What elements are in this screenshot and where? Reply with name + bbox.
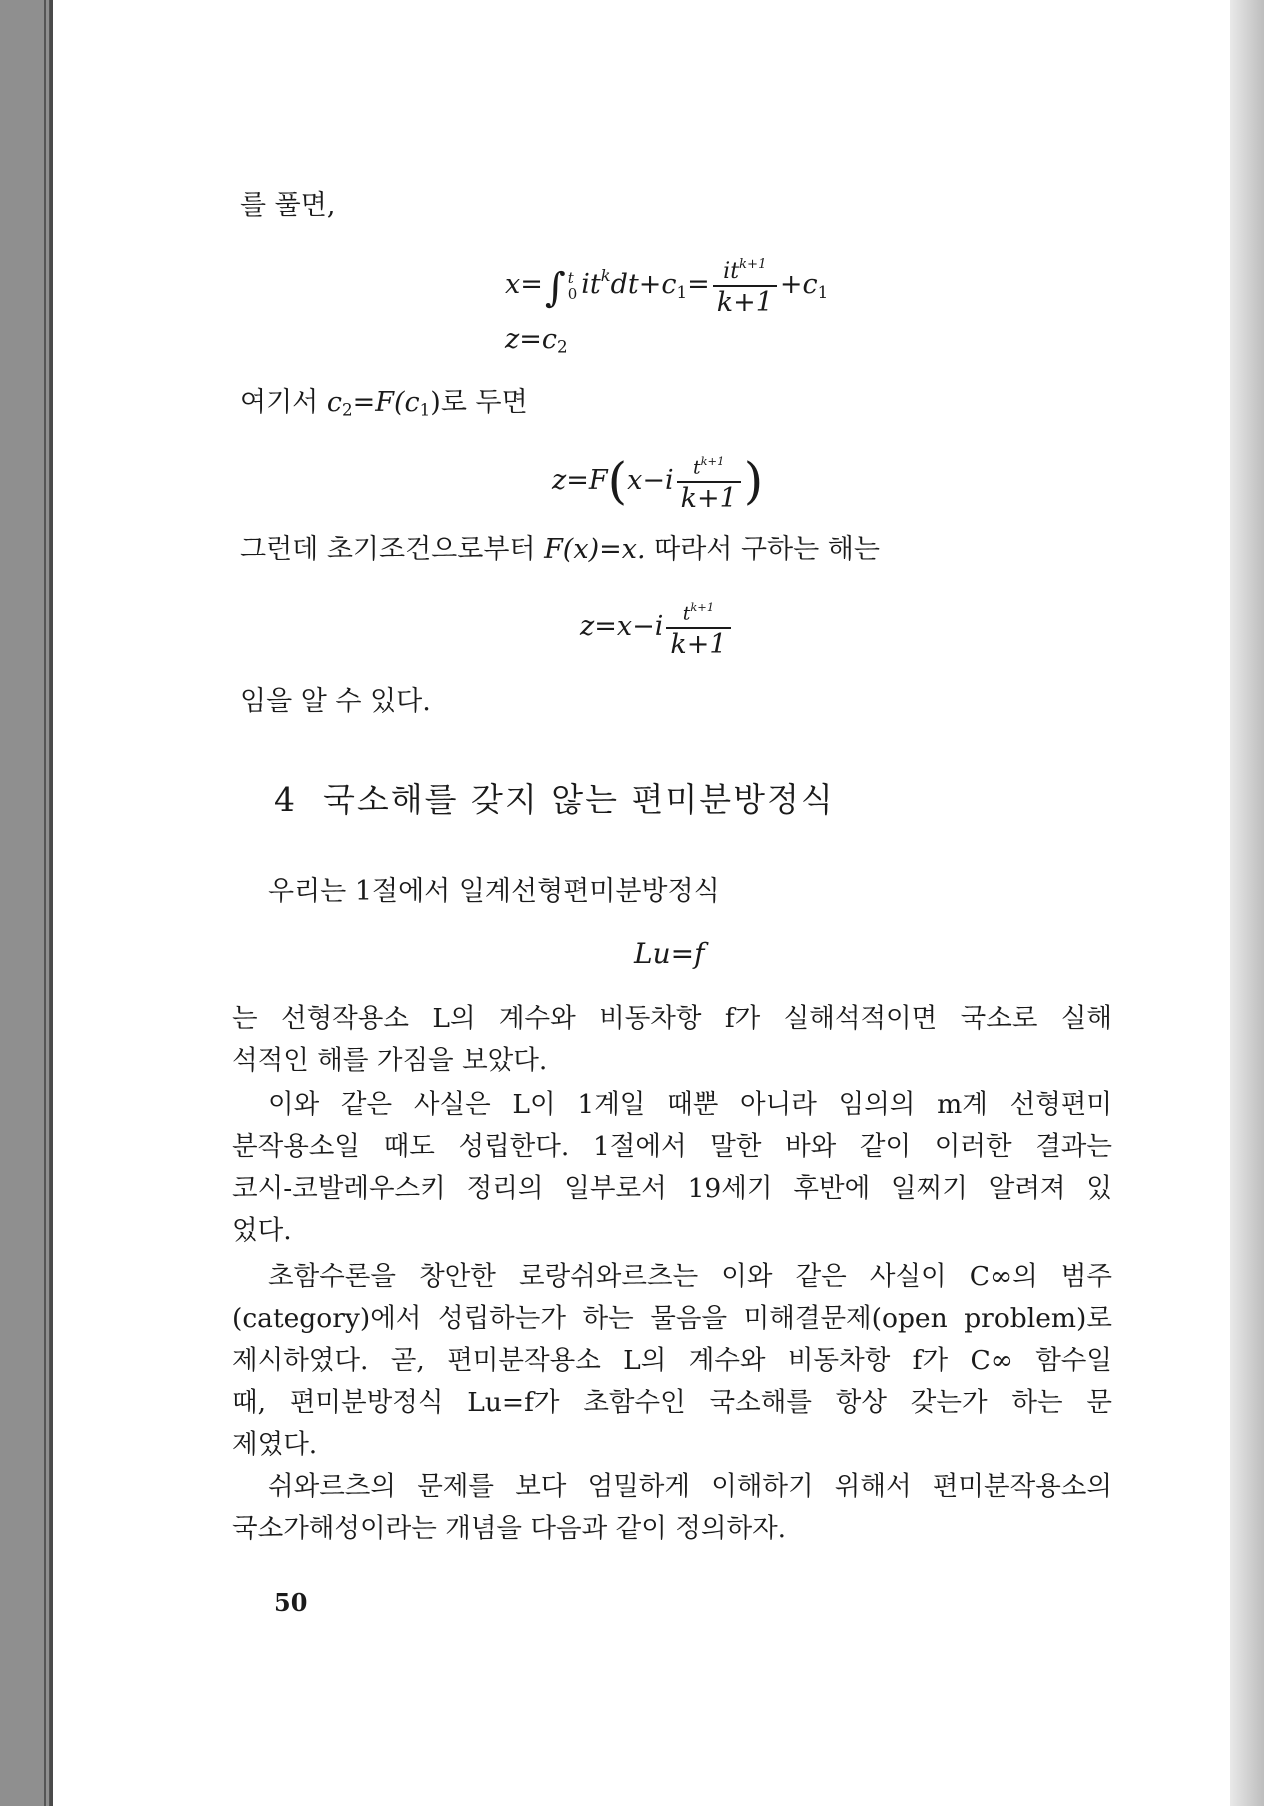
text-here-suffix: 로 두면 <box>440 387 528 418</box>
eq4-frac-num: t <box>682 602 691 625</box>
text-here-close: ) <box>430 387 441 418</box>
eq4-lhs: z=x−i <box>580 610 664 642</box>
eq1-integrand: it <box>581 269 601 301</box>
text-know: 임을 알 수 있다. <box>240 686 431 717</box>
eq1-tail-sub: 1 <box>817 281 829 302</box>
equation-z-F: z=F(x−i $\frac{t^{k+1}}{k+1}$ ) <box>552 448 763 515</box>
eq1-integrand-exp: k <box>600 266 611 285</box>
eq1-c-sub: 1 <box>676 281 688 302</box>
eq4-fraction <box>666 594 730 661</box>
equation-z-c2 <box>505 320 568 367</box>
eq2-equals: = <box>519 324 542 355</box>
eq1-dt: dt <box>610 269 639 301</box>
equation-x-integral: x=∫ t 0 $it^kdt+c_1=$ $\frac{it^{k+1}}{k+1}$ $+c_1$ <box>505 246 828 322</box>
text-here-mid-sub: 1 <box>419 399 431 420</box>
eq5-text: Lu=f <box>634 937 705 970</box>
eq1-fraction <box>713 252 777 319</box>
para2-line: 석적인 해를 가짐을 보았다. <box>232 1045 548 1076</box>
equation-z-x <box>580 594 734 661</box>
integral-lower: 0 <box>567 284 578 303</box>
section-heading <box>274 778 835 822</box>
eq3-frac-den: k+1 <box>677 481 741 515</box>
text-however-math: F(x)=x. <box>544 534 646 565</box>
eq3-inner: x−i <box>627 464 674 496</box>
para4-line: 제였다. <box>232 1429 318 1460</box>
para3-line: 이와 같은 사실은 L이 1계일 때뿐 아니라 임의의 m계 선형편미 <box>268 1089 1112 1120</box>
para5-line: 국소가해성이라는 개념을 다음과 같이 정의하자. <box>232 1513 787 1544</box>
paragraph-2 <box>232 998 1112 1082</box>
paragraph-intro <box>268 872 720 912</box>
text-intro: 우리는 1절에서 일계선형편미분방정식 <box>268 876 720 907</box>
text-line-know <box>240 682 431 722</box>
eq3-fraction <box>677 448 741 515</box>
para3-line: 코시-코발레우스키 정리의 일부로서 19세기 후반에 일찌기 알려져 있 <box>232 1173 1112 1204</box>
integral-limits <box>568 270 578 302</box>
para4-line: 때, 편미분방정식 Lu=f가 초함수인 국소해를 항상 갖는가 하는 문 <box>232 1387 1112 1418</box>
page-number: 50 <box>274 1588 308 1617</box>
eq1-equals: = <box>520 269 543 301</box>
text-line-however <box>240 530 880 570</box>
equation-Lu-f <box>634 934 704 974</box>
para3-line: 분작용소일 때도 성립한다. 1절에서 말한 바와 같이 이러한 결과는 <box>232 1131 1112 1162</box>
eq1-lhs: x <box>505 269 521 301</box>
eq1-tail: +c <box>779 269 818 301</box>
para2-line: 는 선형작용소 L의 계수와 비동차항 f가 실해석적이면 국소로 실해 <box>232 1003 1112 1034</box>
integral-sign: ∫ <box>544 265 566 312</box>
eq2-rhs: c <box>541 324 557 355</box>
eq4-frac-num-exp: k+1 <box>690 600 715 614</box>
eq1-frac-num-exp: k+1 <box>739 257 767 273</box>
paragraph-4 <box>232 1256 1112 1466</box>
eq1-frac-num: it <box>723 259 740 285</box>
text-line-solve <box>240 186 335 226</box>
para5-line: 쉬와르츠의 문제를 보다 엄밀하게 이해하기 위해서 편미분작용소의 <box>268 1471 1112 1502</box>
text-however-prefix: 그런데 초기조건으로부터 <box>240 534 545 565</box>
para4-line: 초함수론을 창안한 로랑쉬와르츠는 이와 같은 사실이 C∞의 범주 <box>268 1261 1112 1292</box>
text-here-c-sub: 2 <box>341 399 353 420</box>
integral-upper: t <box>567 268 574 287</box>
text-here-c: c <box>326 387 342 418</box>
eq3-lhs: z=F <box>552 464 608 496</box>
text-solve: 를 풀면, <box>240 190 336 221</box>
paragraph-5 <box>232 1466 1112 1550</box>
eq1-plus-c: +c <box>638 269 677 301</box>
text-here-mid: =F(c <box>352 387 420 418</box>
eq2-lhs: z <box>505 324 520 355</box>
para4-line: 제시하였다. 곧, 편미분작용소 L의 계수와 비동차항 f가 C∞ 함수일 <box>232 1345 1112 1376</box>
page-shadow <box>1230 0 1264 1806</box>
text-however-suffix: 따라서 구하는 해는 <box>645 534 880 565</box>
eq3-frac-num-exp: k+1 <box>700 454 725 468</box>
text-line-here <box>240 383 528 430</box>
eq4-frac-den: k+1 <box>666 627 730 661</box>
section-number: 4 <box>274 780 297 819</box>
eq1-frac-den: k+1 <box>713 285 777 319</box>
section-title: 국소해를 갖지 않는 편미분방정식 <box>323 780 835 819</box>
eq2-rhs-sub: 2 <box>556 336 568 357</box>
eq3-frac-num: t <box>693 456 701 479</box>
para3-line: 었다. <box>232 1215 292 1246</box>
paragraph-3 <box>232 1084 1112 1252</box>
para4-line: (category)에서 성립하는가 하는 물음을 미해결문제(open problem)로 <box>232 1303 1112 1334</box>
text-here-prefix: 여기서 <box>240 387 327 418</box>
